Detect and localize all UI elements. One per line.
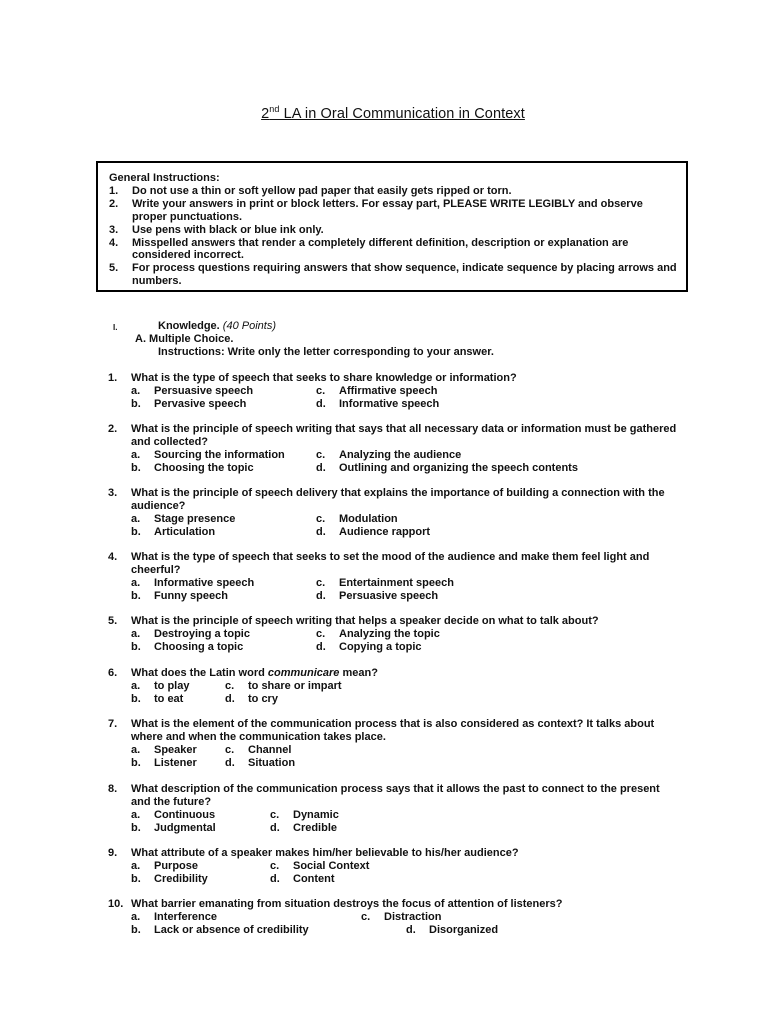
option-c: c. Social Context [270,859,370,872]
section-roman-numeral: I. [113,323,118,332]
option-d: d. Credible [270,821,338,834]
question-3: 3. What is the principle of speech delivery that explains the importance of building a connection with the audience? a. Stage presence c. Modulation b. Articulation d. Audience rapport [108,487,678,539]
option-c: c. Affirmative speech [316,384,438,397]
instruction-item: 1. Do not use a thin or soft yellow pad paper that easily gets ripped or torn. [109,184,512,197]
option-a: a. Informative speech [131,576,255,589]
option-d: d. Situation [225,756,296,769]
question-text: What is the principle of speech writing that says that all necessary data or information must be gathered and collected? [131,423,677,448]
option-b: b. Lack or absence of credibility [131,923,309,936]
question-text: What barrier emanating from situation destroys the focus of attention of listeners? [131,898,563,910]
option-b: b. Pervasive speech [131,397,247,410]
option-a: a. to play [131,679,190,692]
question-1: 1. What is the type of speech that seeks to share knowledge or information? a. Persuasive speech c. Affirmative speech b. Pervasive speech d. Informative speech [108,372,678,411]
instruction-item: 4. Misspelled answers that render a completely different definition, description or explanation are considered incorrect. [109,236,629,262]
question-2: 2. What is the principle of speech writing that says that all necessary data or information must be gathered and collected? a. Sourcing the information c. Analyzing the audience b. Choosing the topic d. Outlining and organizing the speech contents [108,423,677,474]
instruction-item: 3. Use pens with black or blue ink only. [109,223,324,236]
question-text: What is the principle of speech writing that helps a speaker decide on what to talk about? [131,615,599,627]
option-d: d. Content [270,872,335,885]
section-instructions: Instructions: Write only the letter corresponding to your answer. [158,346,494,358]
question-8: 8. What description of the communication process says that it allows the past to connect to the present and the future? a. Continuous c. Dynamic b. Judgmental d. Credible [108,783,678,835]
option-a: a. Sourcing the information [131,448,285,461]
instruction-item: 2. Write your answers in print or block letters. For essay part, PLEASE WRITE LEGIBLY and observe proper punctuations. [109,197,643,223]
option-d: d. Informative speech [316,397,440,410]
option-b: b. Choosing the topic [131,461,254,474]
option-d: d. Persuasive speech [316,589,439,602]
instructions-heading: General Instructions: [109,172,220,184]
option-b: b. Listener [131,756,197,769]
option-a: a. Continuous [131,808,216,821]
section-title: Knowledge. (40 Points) [158,320,276,332]
option-b: b. Choosing a topic [131,640,244,653]
option-a: a. Stage presence [131,512,236,525]
general-instructions-box [96,161,688,292]
option-c: c. Channel [225,743,292,756]
instruction-item: 5. For process questions requiring answers that show sequence, indicate sequence by placing arrows and numbers. [109,262,677,288]
question-5: 5. What is the principle of speech writing that helps a speaker decide on what to talk about? a. Destroying a topic c. Analyzing the topic b. Choosing a topic d. Copying a topic [108,615,678,654]
option-b: b. Articulation [131,525,216,538]
option-c: c. Analyzing the audience [316,448,462,461]
question-4: 4. What is the type of speech that seeks to set the mood of the audience and make them feel light and cheerful? a. Informative speech c. Entertainment speech b. Funny speech d. Persuasive speech [108,551,678,603]
option-d: d. Outlining and organizing the speech contents [316,461,578,474]
option-d: d. Audience rapport [316,525,431,538]
option-d: d. to cry [225,692,278,705]
option-c: c. Entertainment speech [316,576,454,589]
option-d: d. Disorganized [406,923,499,936]
question-9: 9. What attribute of a speaker makes him/her believable to his/her audience? a. Purpose c. Social Context b. Credibility d. Content [108,847,678,886]
option-a: a. Persuasive speech [131,384,254,397]
question-text: What is the element of the communication process that is also considered as context? It talks about where and when the communication takes place. [131,718,655,743]
option-c: c. Modulation [316,512,398,525]
option-c: c. Dynamic [270,808,339,821]
option-c: c. Distraction [361,910,442,923]
question-text: What is the type of speech that seeks to share knowledge or information? [131,372,517,384]
question-6: 6. What does the Latin word communicare mean? a. to play c. to share or impart b. to eat d. to cry [108,667,678,706]
option-c: c. to share or impart [225,679,342,692]
option-a: a. Purpose [131,859,199,872]
question-text: What does the Latin word communicare mean? [131,667,378,679]
page-title: 2nd LA in Oral Communication in Context [261,104,525,122]
option-d: d. Copying a topic [316,640,422,653]
option-a: a. Speaker [131,743,197,756]
option-b: b. Funny speech [131,589,228,602]
question-text: What attribute of a speaker makes him/her believable to his/her audience? [131,847,519,859]
option-b: b. Credibility [131,872,208,885]
question-text: What is the principle of speech delivery that explains the importance of building a connection with the audience? [131,487,665,512]
option-a: a. Interference [131,910,217,923]
option-a: a. Destroying a topic [131,627,250,640]
option-b: b. Judgmental [131,821,216,834]
question-7: 7. What is the element of the communication process that is also considered as context? It talks about where and when the communication takes place. a. Speaker c. Channel b. Listener d. Situation [108,718,678,770]
subsection-title: A. Multiple Choice. [135,333,234,345]
question-10: 10. What barrier emanating from situation destroys the focus of attention of listeners? a. Interference c. Distraction b. Lack or absence of credibility d. Disorganized [108,898,678,937]
option-c: c. Analyzing the topic [316,627,440,640]
option-b: b. to eat [131,692,184,705]
question-text: What is the type of speech that seeks to set the mood of the audience and make them feel light and cheerful? [131,551,650,576]
question-text: What description of the communication process says that it allows the past to connect to the present and the future? [131,783,660,808]
